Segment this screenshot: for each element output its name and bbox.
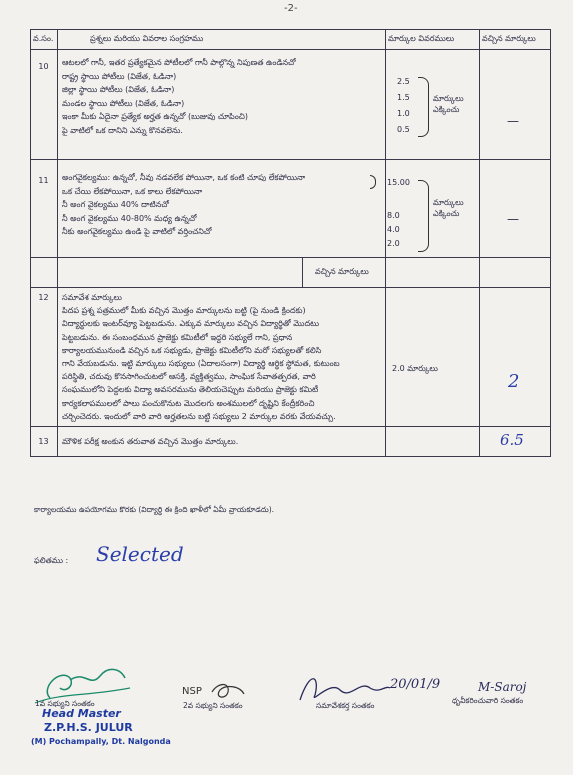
mark-value: 2.0 <box>387 239 400 248</box>
result-value: Selected <box>96 542 184 566</box>
row-11-text <box>62 171 305 239</box>
brace-label-line: ఎక్కించు <box>433 209 460 218</box>
row-12-line: కార్యకలాపములలో పాలు పంచుకొనుట మొదలగు అంశములలో దృష్టిని కేంద్రీకరించి <box>62 398 315 408</box>
mark-value: 1.0 <box>397 109 410 118</box>
row-12-line: విద్యార్థులకు ఇంటర్‌వ్యూ పెట్టబడును. ఎక్కువ మార్కులు వచ్చిన విద్యార్థితో మొదటు <box>62 319 320 329</box>
row-10-marks <box>397 74 410 138</box>
row-13-sno: 13 <box>38 437 49 446</box>
row-12-line: కార్యాలయమునుండి వచ్చిన ఒక సభ్యుడు, ప్రాజెక్టు కమిటీలోని మరో సభ్యులతో కలిసి <box>62 345 322 355</box>
row-10-line: ఇంకా మీకు ఏదైనా ప్రత్యేక అర్హత ఉన్నచో (బుజువు చూపించి) <box>62 112 249 121</box>
convener-label: సమావేశకర్త సంతకం <box>316 701 375 710</box>
row-10-brace-label <box>433 93 464 115</box>
row-12-line: గాని వేయబడును. ఇట్టి మార్కులు సభ్యులు (ఏదాలసంగా) విద్యార్థి ఆర్థిక స్థోమత, కుటుంబ <box>62 359 340 369</box>
row-11-line: ఒక చేయి లేకపోయినా, ఒక కాలు లేకపోయినా <box>62 186 203 196</box>
stamp-head-master: Head Master <box>42 707 121 720</box>
row-12-line: సంఘములోని పెద్దలకు విద్యా అవసరమును తెలియచెప్పుట మరియు ప్రాజెక్టు కమిటీ <box>62 385 319 395</box>
brace-small <box>370 175 376 189</box>
mark-value: 0.5 <box>397 125 410 134</box>
brace-label-line: మార్కులు <box>433 198 464 207</box>
row-11-line: అంగవైకల్యము: ఉన్నచో, నీవు నడవలేక పోయినా, ఒక కంటి చూపు లేకపోయినా <box>62 173 306 182</box>
nsp-initials: NSP <box>182 686 202 697</box>
row-12-line: చర్చించెదరు. ఇందులో వారి వారి అర్హతలను బట్టి సభ్యులు 2 మార్కుల వరకు వేయవచ్చు. <box>62 411 336 421</box>
mark-value: 2.5 <box>397 77 410 86</box>
brace-row-11 <box>418 180 429 252</box>
mark-value: 8.0 <box>387 211 400 220</box>
row-11-mark-0: 15.00 <box>387 178 410 187</box>
brace-row-10 <box>418 77 429 137</box>
stamp-address: (M) Pochampally, Dt. Nalgonda <box>31 737 171 746</box>
stamp-school: Z.P.H.S. JULUR <box>44 721 133 734</box>
row-11-brace-label <box>433 197 464 219</box>
row-10-line: జిల్లా స్థాయి పోటీలు (విజేత, ఓడినా) <box>62 85 175 94</box>
row-10-line: పై వాటిలో ఒక దానిని ఎన్ను కొనవలెను. <box>62 125 183 135</box>
signature-date: 20/01/9 <box>390 677 441 692</box>
mark-value: 4.0 <box>387 225 400 234</box>
office-use-note: కార్యాలయము ఉపయోగము కొరకు (విద్యార్థి ఈ క్రింది ఖాళీలో ఏమీ వ్రాయకూడదు). <box>34 505 275 514</box>
header-questions: ప్రశ్నలు మరియు వివరాల సంగ్రహము <box>90 34 204 43</box>
header-marks-obtained: వచ్చిన మార్కులు <box>482 34 536 43</box>
row-12-line: పరిస్థితి, చదువు కొనసాగించుటలో ఆసక్తి, వ్యక్తిత్వము, సాంఘిక సేవాతత్పరత, వారి <box>62 372 316 382</box>
row-11-marks <box>387 209 400 251</box>
row-11-line: నీ అంగ వైకల్యము 40-80% మధ్య ఉన్నచో <box>62 213 197 223</box>
verifier-handwriting: M-Saroj <box>478 680 527 694</box>
header-serial: వ.సం. <box>33 34 54 43</box>
brace-label-line: మార్కులు <box>433 94 464 103</box>
verifier-label: ధృవీకరించువారి సంతకం <box>452 696 524 705</box>
row-11-sno: 11 <box>38 176 49 185</box>
row-12-obtained: 2 <box>508 372 520 392</box>
result-label: ఫలితము : <box>34 556 69 565</box>
header-marks-detail: మార్కుల వివరములు <box>388 34 455 43</box>
obtained-marks-label: వచ్చిన మార్కులు <box>315 267 369 276</box>
row-10-line: రాష్ట్ర స్థాయి పోటీలు (విజేత, ఓడినా) <box>62 71 177 81</box>
row-13-text: మౌళిక పరీక్ష అంకున తరువాత వచ్చిన మొత్తం మార్కులు. <box>62 437 239 446</box>
mark-value: 1.5 <box>397 93 410 102</box>
marks-table <box>30 29 551 457</box>
row-10-text <box>62 56 296 137</box>
row-11-line: నీకు అంగవైకల్యము ఉండి పై వాటిలో వర్తించనిచో <box>62 227 212 236</box>
row-13-obtained: 6.5 <box>500 431 524 449</box>
row-12-text <box>62 291 340 423</box>
row-12-line: పెట్టబడును. ఈ సంబంధమున ప్రాజెక్టు కమిటీలో ఇద్దరి సభ్యులే గాని, ప్రధాన <box>62 332 293 342</box>
row-11-line: నీ అంగ వైకల్యము 40% దాటినచో <box>62 200 169 209</box>
row-12-line: పిదప ప్రశ్న పత్రములో మీకు వచ్చిన మొత్తం మార్కులను బట్టి (పై నుండి క్రిందకు) <box>62 306 306 316</box>
row-10-sno: 10 <box>38 62 49 71</box>
page-number: -2- <box>284 3 298 14</box>
second-member-label: 2వ సభ్యుని సంతకం <box>183 701 243 710</box>
row-10-line: ఆటలలో గానీ, ఇతర ప్రత్యేకమైన పోటీలలో గానీ పాల్గొన్న నిపుణత ఉండినచో <box>62 58 296 67</box>
row-10-line: మండల స్థాయి పోటీలు (విజేత, ఓడినా) <box>62 98 185 108</box>
row-11-obtained: — <box>507 213 519 225</box>
brace-label-line: ఎక్కించు <box>433 105 460 114</box>
row-12-sno: 12 <box>38 293 49 302</box>
row-10-obtained: — <box>507 115 519 127</box>
row-12-line: సమావేశ మార్కులు <box>62 293 122 302</box>
row-12-marks: 2.0 మార్కులు <box>392 364 438 373</box>
first-member-label: 1వ సభ్యుని సంతకం <box>35 699 95 708</box>
